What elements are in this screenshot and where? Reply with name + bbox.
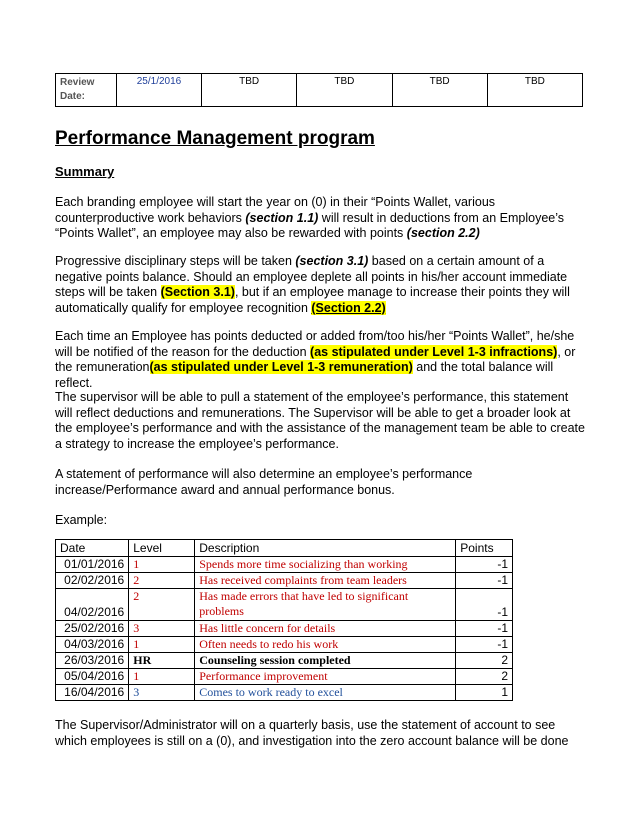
row-level: 2 — [129, 573, 195, 589]
table-row — [56, 669, 513, 685]
row-level: 1 — [129, 637, 195, 653]
page-title: Performance Management program — [55, 128, 375, 149]
paragraph-disciplinary-steps: Progressive disciplinary steps will be taken (section 3.1) based on a certain amount of a negative points balance. Should an employee deplete all points in his/her account immediate steps will be taken (Section 3.1), but if an employee manage to increase their points they will automatically qualify for employee recognition (Section 2.2) — [55, 254, 570, 315]
col-header-points: Points — [456, 540, 513, 557]
row-date: 05/04/2016 — [56, 669, 129, 685]
row-points: -1 — [456, 637, 513, 653]
table-header-row — [56, 540, 513, 557]
example-label: Example: — [55, 513, 108, 527]
review-date-label: Review Date: — [56, 74, 117, 107]
table-row — [56, 589, 513, 621]
row-description: Counseling session completed — [195, 653, 456, 669]
row-description: Spends more time socializing than working — [195, 557, 456, 573]
row-date: 25/02/2016 — [56, 621, 129, 637]
row-description: Performance improvement — [195, 669, 456, 685]
row-level: 2 — [129, 589, 195, 621]
row-level: 1 — [129, 669, 195, 685]
paragraph-performance-statement: A statement of performance will also determine an employee’s performance increase/Performance award and annual performance bonus. — [55, 467, 473, 497]
review-date-cell: TBD — [392, 74, 487, 107]
row-points: -1 — [456, 557, 513, 573]
row-date: 04/02/2016 — [56, 589, 129, 621]
col-header-level: Level — [129, 540, 195, 557]
paragraph-points-wallet: Each branding employee will start the year on (0) in their “Points Wallet, various counterproductive work behaviors (section 1.1) will result in deductions from an Employee’s “Points Wallet”, an employee may also be rewarded with points (section 2.2) — [55, 195, 565, 241]
row-points: 1 — [456, 685, 513, 701]
review-date-cell: TBD — [487, 74, 582, 107]
review-date-cell: TBD — [202, 74, 297, 107]
summary-heading: Summary — [55, 164, 115, 179]
col-header-date: Date — [56, 540, 129, 557]
paragraph-quarterly-review: The Supervisor/Administrator will on a quarterly basis, use the statement of account to see which employees is still on a (0), and investigation into the zero account balance will be done — [55, 718, 569, 748]
row-level: 1 — [129, 557, 195, 573]
table-row — [56, 685, 513, 701]
row-description: Has little concern for details — [195, 621, 456, 637]
row-points: -1 — [456, 621, 513, 637]
review-date-cell: TBD — [297, 74, 392, 107]
table-row — [56, 621, 513, 637]
row-level: HR — [129, 653, 195, 669]
row-description: Has received complaints from team leaders — [195, 573, 456, 589]
review-date-cell: 25/1/2016 — [117, 74, 202, 107]
table-row — [56, 573, 513, 589]
review-date-table — [55, 73, 583, 107]
row-points: -1 — [456, 589, 513, 621]
table-row — [56, 557, 513, 573]
row-level: 3 — [129, 685, 195, 701]
row-date: 26/03/2016 — [56, 653, 129, 669]
paragraph-supervisor-statement: The supervisor will be able to pull a statement of the employee’s performance, this statement will reflect deductions and remunerations. The Supervisor will be able to get a broader look at the employee’s performance and with the assistance of the management team be able to create a strategy to increase the employee’s performance. — [55, 390, 585, 451]
example-points-table — [55, 539, 513, 701]
row-date: 04/03/2016 — [56, 637, 129, 653]
row-points: 2 — [456, 669, 513, 685]
col-header-description: Description — [195, 540, 456, 557]
table-row — [56, 637, 513, 653]
row-description: Often needs to redo his work — [195, 637, 456, 653]
row-date: 16/04/2016 — [56, 685, 129, 701]
table-row — [56, 653, 513, 669]
row-description: Has made errors that have led to significant problems — [195, 589, 456, 621]
row-level: 3 — [129, 621, 195, 637]
row-description: Comes to work ready to excel — [195, 685, 456, 701]
row-date: 02/02/2016 — [56, 573, 129, 589]
row-points: -1 — [456, 573, 513, 589]
row-points: 2 — [456, 653, 513, 669]
paragraph-notification: Each time an Employee has points deducted or added from/too his/her “Points Wallet”, he/she will be notified of the reason for the deduction (as stipulated under Level 1-3 infractions), or the remuneration(as stipulated under Level 1-3 remuneration) and the total balance will reflect. — [55, 329, 576, 390]
row-date: 01/01/2016 — [56, 557, 129, 573]
